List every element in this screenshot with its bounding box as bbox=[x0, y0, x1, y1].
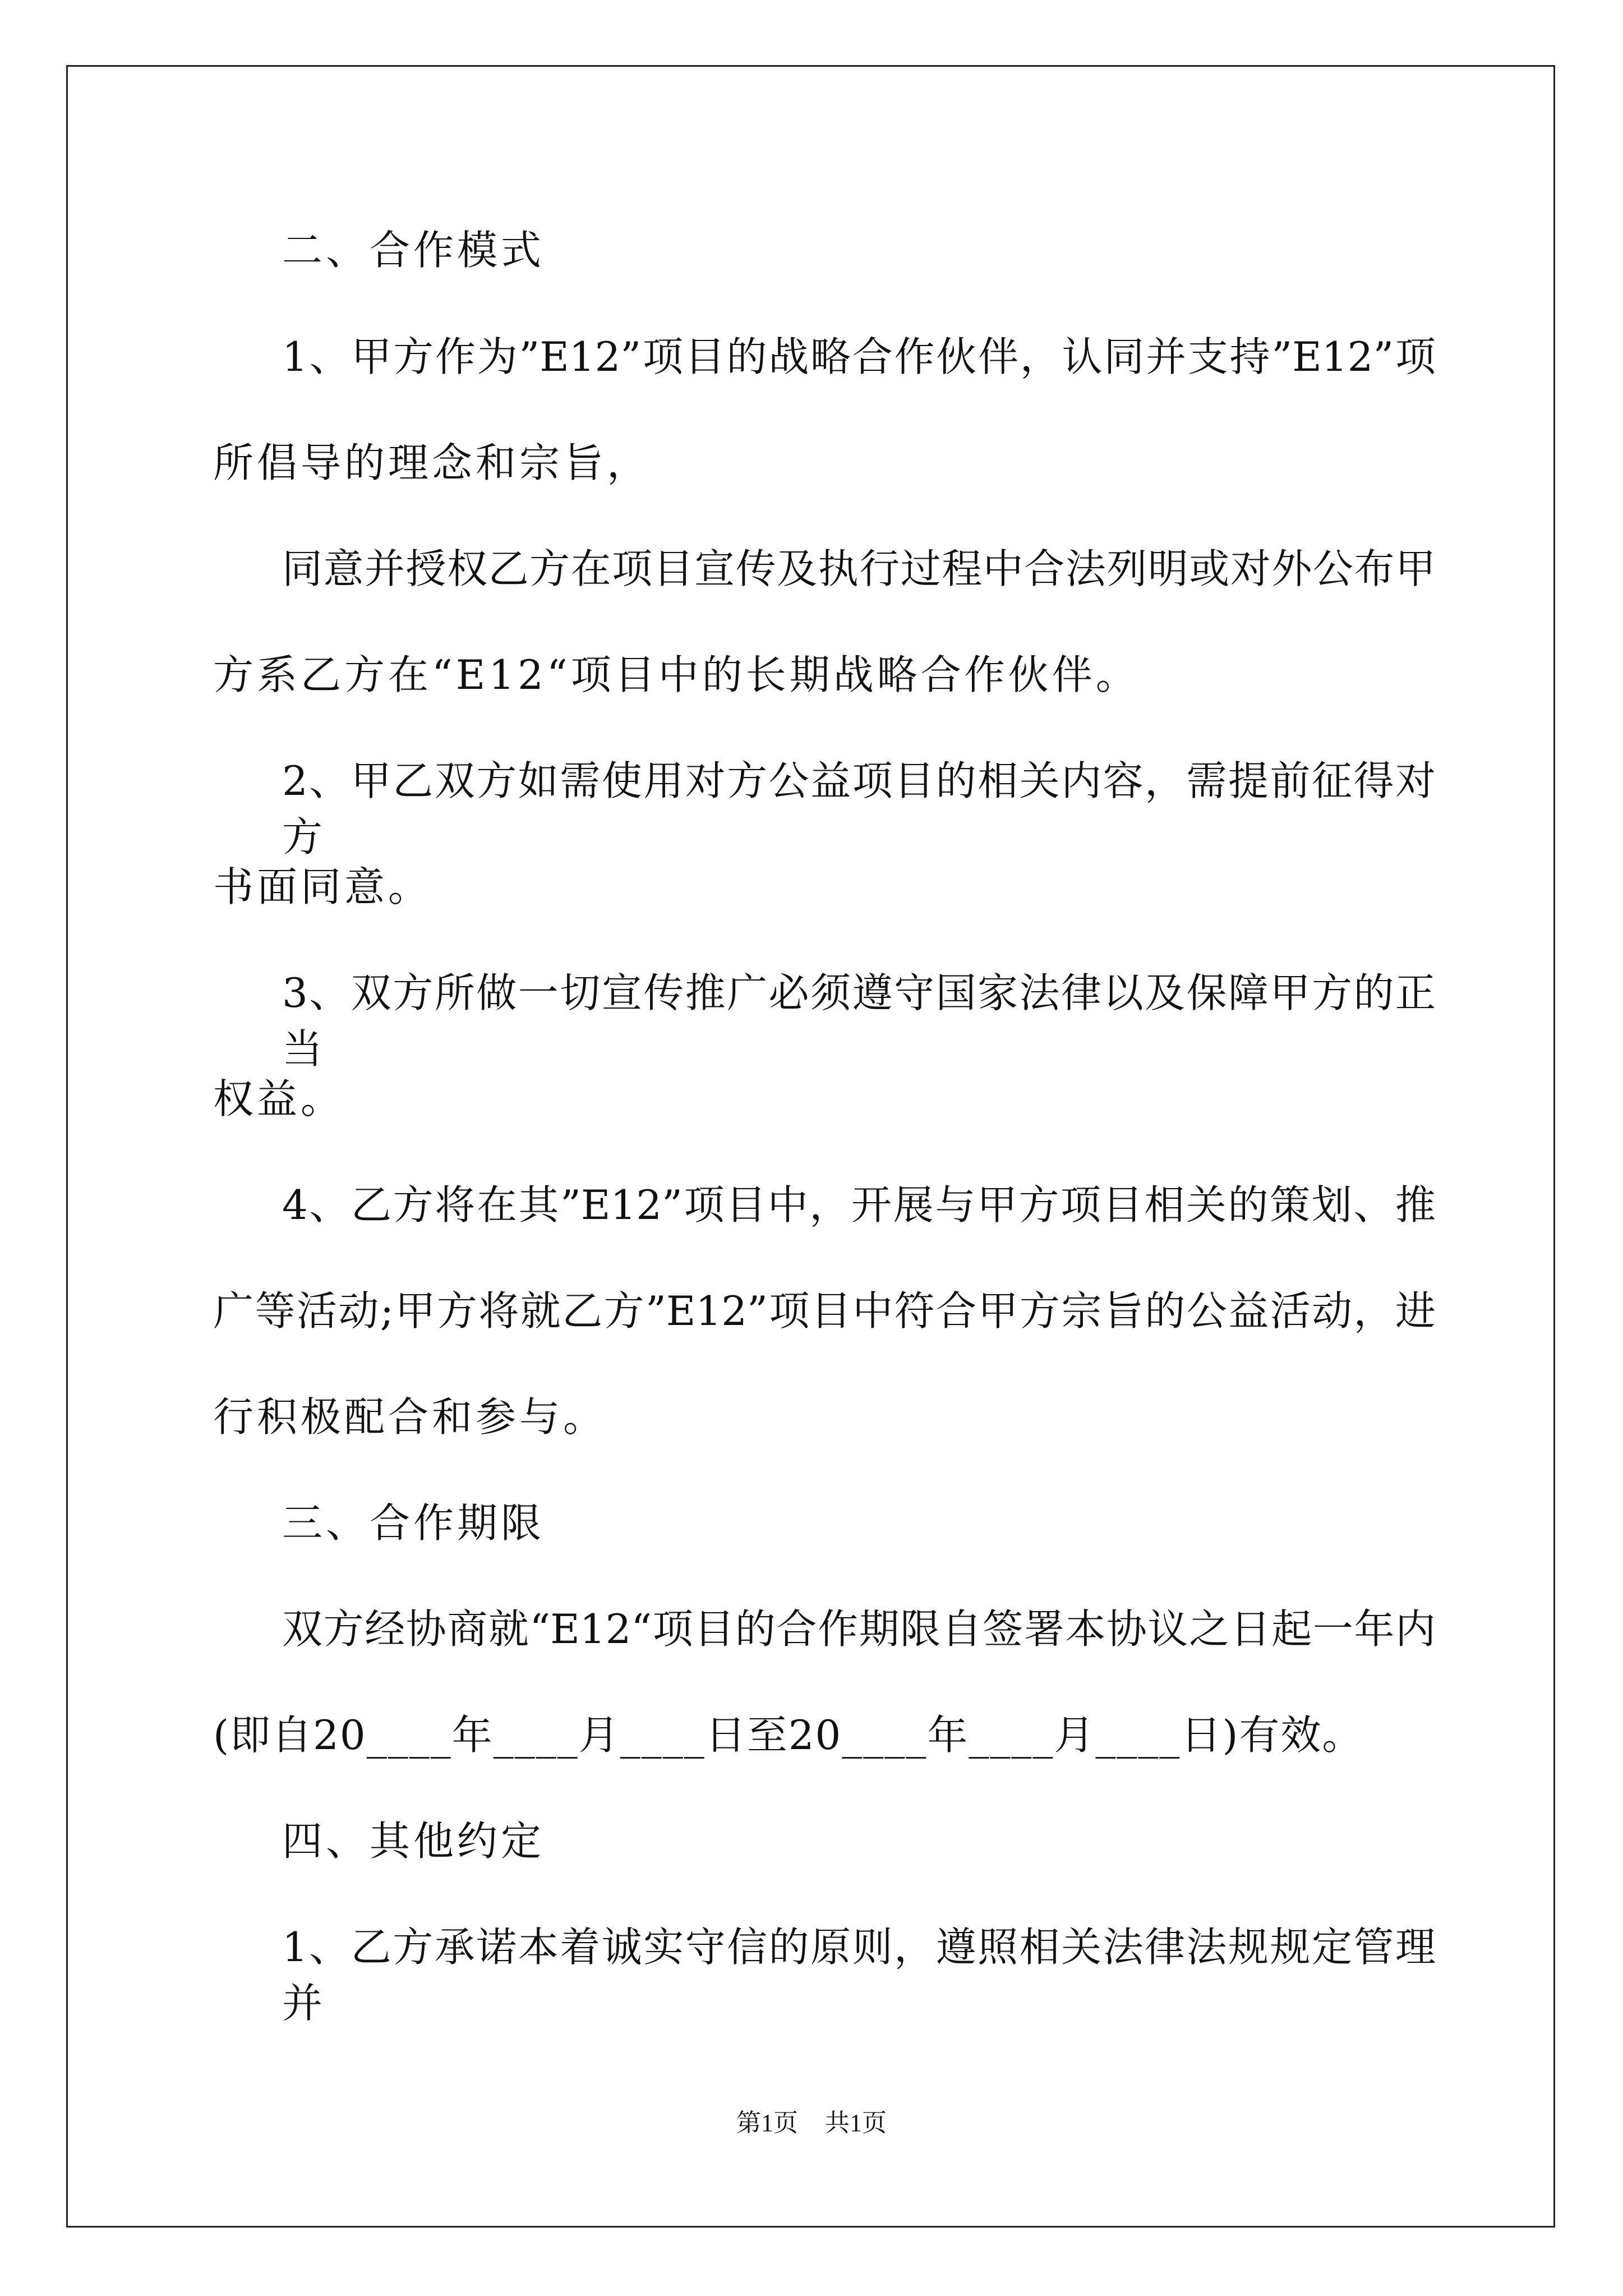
paragraph-line: 4、乙方将在其”E12”项目中，开展与甲方项目相关的策划、推 bbox=[282, 1181, 1436, 1228]
footer-page-number: 第1页 bbox=[736, 2109, 798, 2137]
section-heading-other-terms: 四、其他约定 bbox=[282, 1818, 545, 1865]
paragraph-line: 2、甲乙双方如需使用对方公益项目的相关内容，需提前征得对方 bbox=[282, 757, 1436, 861]
paragraph-line: 方系乙方在“E12“项目中的长期战略合作伙伴。 bbox=[213, 651, 1140, 698]
paragraph-line: 1、乙方承诺本着诚实守信的原则，遵照相关法律法规规定管理并 bbox=[282, 1924, 1436, 2027]
paragraph-line: 书面同意。 bbox=[213, 863, 432, 910]
paragraph-line: 权益。 bbox=[213, 1075, 345, 1122]
paragraph-line: 行积极配合和参与。 bbox=[213, 1393, 607, 1441]
section-heading-cooperation-term: 三、合作期限 bbox=[282, 1499, 545, 1547]
page-footer bbox=[0, 2106, 1623, 2140]
paragraph-line-date-blanks: (即自20____年____月____日至20____年____月____日)有效。 bbox=[213, 1711, 1364, 1759]
section-heading-cooperation-mode: 二、合作模式 bbox=[282, 227, 545, 274]
paragraph-line: 所倡导的理念和宗旨， bbox=[213, 439, 651, 486]
paragraph-line: 1、甲方作为”E12”项目的战略合作伙伴，认同并支持”E12”项 bbox=[282, 333, 1436, 380]
paragraph-line: 双方经协商就“E12“项目的合作期限自签署本协议之日起一年内 bbox=[282, 1605, 1436, 1653]
paragraph-line: 3、双方所做一切宣传推广必须遵守国家法律以及保障甲方的正当 bbox=[282, 969, 1436, 1073]
paragraph-line: 同意并授权乙方在项目宣传及执行过程中合法列明或对外公布甲 bbox=[282, 545, 1436, 592]
footer-total-pages: 共1页 bbox=[825, 2109, 887, 2137]
paragraph-line: 广等活动;甲方将就乙方”E12”项目中符合甲方宗旨的公益活动，进 bbox=[213, 1287, 1436, 1335]
page-border bbox=[66, 65, 1555, 2228]
